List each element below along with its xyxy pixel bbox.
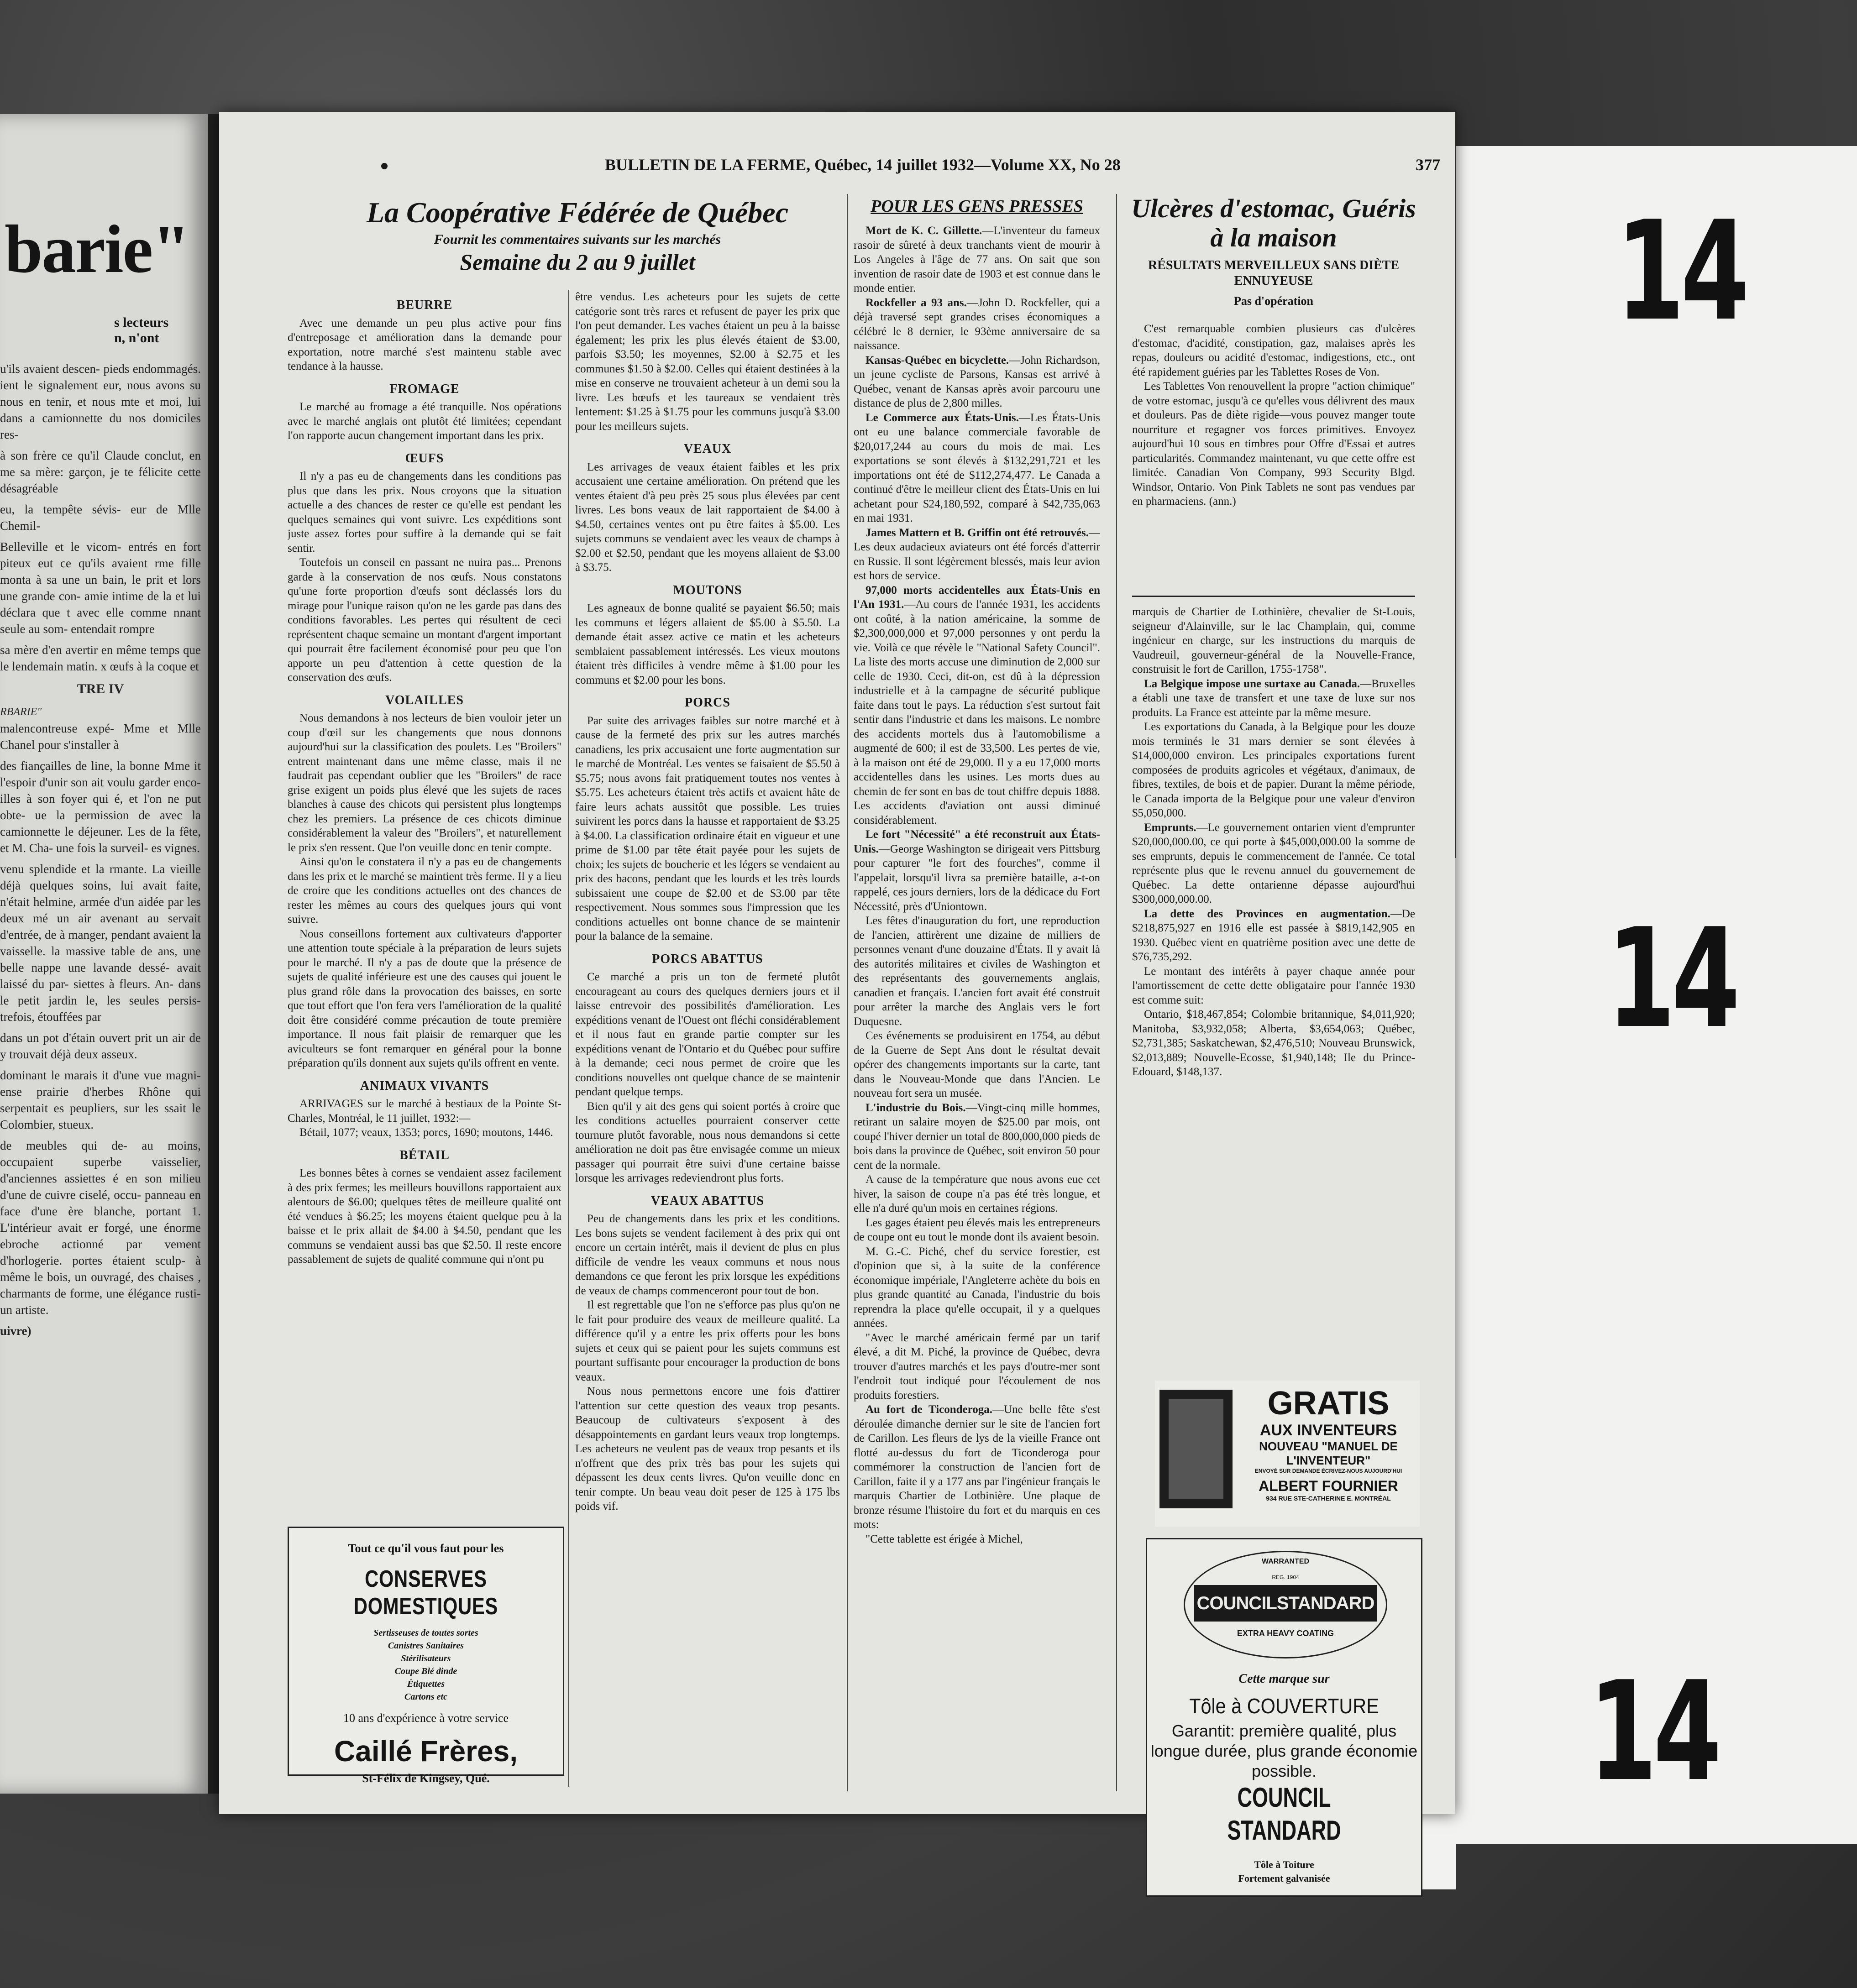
- left-paragraph: sa mère d'en avertir en même temps que le lendemain matin. x œufs à la coque et: [0, 643, 201, 673]
- news-text: —George Washington se dirigeait vers Pittsburg pour capturer "le fort des fourches", comme il l'appelait, lorsqu'il livra sa première bataille, a-t-on rappelé, ces jours derniers, lors de la dédicace du Fort Nécessité, près d'Uniontown.: [854, 842, 1100, 913]
- ad-item: Coupe Blé dinde: [394, 1666, 457, 1676]
- badge-coating: EXTRA HEAVY COATING: [1237, 1629, 1334, 1638]
- left-page-text: [0, 361, 201, 1344]
- section-heading: VEAUX ABATTUS: [650, 1193, 765, 1208]
- paragraph: Les fêtes d'inauguration du fort, une reproduction de l'ancien, attirèrent une dizaine de milliers de personnes venant d'une douzaine d'États. Il y avait là des autorités militaires et civiles de Washington et des représentants des gouvernements anglais, canadien et français. L'ancien fort avait été construit pour arrêter la marche des Anglais vers le fort Duquesne.: [854, 915, 1100, 1028]
- paragraph: Les bonnes bêtes à cornes se vendaient assez facilement à des prix fermes; les meilleurs bouvillons rapportaient aux alentours de $6.00; quelques têtes de meilleure qualité ont été vendues à $6.25; les moyens étaient quelque peu à la baisse et le prix allait de $4.00 à $4.50, pendant que les communs se vendaient aussi bas que $2.50. Il reste encore passablement de sujets de qualité commune qui n'ont pu: [288, 1167, 561, 1266]
- council-name-1: COUNCIL: [1237, 1782, 1331, 1813]
- paragraph: "Avec le marché américain fermé par un tarif élevé, a dit M. Piché, la province de Québec, devra trouver d'autres marchés et les pays d'outre-mer sont l'endroit tout indiqué pour l'écoulement de nos produits forestiers.: [854, 1331, 1100, 1402]
- paragraph: Il est regrettable que l'on ne s'efforce pas plus qu'on ne le fait pour produire des veaux de meilleure qualité. La différence qu'il y a entre les prix offerts pour les bons sujets et ceux qui se paient pour les sujets communs est pourtant suffisante pour encourager la production de bons veaux.: [575, 1299, 840, 1383]
- news-text: —De $218,875,927 en 1916 elle est passée à $819,142,905 en 1930. Québec vient en quatrième position avec une dette de $76,735,292.: [1132, 907, 1415, 963]
- section-heading: PORCS ABATTUS: [652, 952, 763, 966]
- left-paragraph: u'ils avaient descen- pieds endommagés. ient le signalement eur, nous avons su nous en tenir, et nous mte et moi, lui dans a camionnette du nos domiciles res-: [0, 362, 201, 441]
- news-lead: James Mattern et B. Griffin ont été retrouvés.: [866, 526, 1089, 539]
- news-item: [1132, 907, 1415, 964]
- left-paragraph: Belleville et le vicom- entrés en fort piteux eut ce qu'ils avaient rme fille monta à sa une un bain, le prit et lors une grande con- amie intime de la et lui déclara que t avec elle comme nnant seule au som- entendait rompre: [0, 540, 201, 636]
- ulcer-ad-body: [1132, 322, 1415, 586]
- page-header: [272, 155, 1440, 178]
- ad-item: Sertisseuses de toutes sortes: [373, 1628, 478, 1638]
- badge-band: COUNCILSTANDARD: [1194, 1585, 1377, 1622]
- paragraph: Le montant des intérêts à payer chaque année pour l'amortissement de cette dette obligataire pour l'année 1930 est comme suit:: [1132, 965, 1415, 1006]
- paragraph: Nous conseillons fortement aux cultivateurs d'apporter une attention toute spéciale à la préparation de leurs sujets pour le marché. Il n'y a pas de doute que la présence de sujets de qualité inférieure est une des causes qui jouent le plus grand rôle dans la provocation des baisses, en sorte que tout effort que l'on fera vers l'amélioration de la qualité doit être considéré comme précaution de toute première importance. Il nous fait plaisir de remarquer que les aviculteurs se font remarquer en général pour la bonne préparation qu'ils donnent aux sujets qu'ils offrent en vente.: [288, 927, 561, 1069]
- news-lead: L'industrie du Bois.: [866, 1101, 966, 1114]
- news-lead: La dette des Provinces en augmentation.: [1144, 907, 1390, 920]
- section-heading: ŒUFS: [405, 451, 444, 466]
- news-item: [854, 583, 1100, 828]
- ad-items: [289, 1627, 563, 1703]
- column-rule: [1132, 596, 1415, 597]
- left-paragraph: eu, la tempête sévis- eur de Mlle Chemil-: [0, 502, 201, 533]
- paragraph: Le marché au fromage a été tranquille. Nos opérations avec le marché anglais ont plutôt été limitées; cependant l'on rapporte aucun changement important dans les prix.: [288, 401, 561, 442]
- news-lead: Mort de K. C. Gillette.: [866, 225, 982, 237]
- section-heading: FROMAGE: [389, 382, 460, 396]
- news-lead: Rockfeller a 93 ans.: [866, 296, 967, 309]
- ulcer-ad-title: Ulcères d'estomac, Guéris à la maison: [1131, 194, 1416, 252]
- ad-item: Canistres Sanitaires: [388, 1641, 464, 1651]
- left-chapter-subheading: RBARIE": [0, 706, 42, 718]
- paragraph: A cause de la température que nous avons eue cet hiver, la saison de coupe n'a pas été très longue, et elle n'a duré qu'un mois en certaines régions.: [854, 1173, 1100, 1214]
- council-tole: Tôle à Toiture: [1254, 1859, 1314, 1870]
- ad-conserves-domestiques: [288, 1527, 564, 1785]
- news-lead: 97,000 morts accidentelles aux États-Unis en l'An 1931.: [854, 584, 1100, 611]
- ad-line: Tout ce qu'il vous faut pour les: [348, 1542, 504, 1555]
- council-standard-badge: [1184, 1551, 1387, 1658]
- gratis-line: NOUVEAU "MANUEL DE L'INVENTEUR": [1259, 1439, 1398, 1467]
- column-divider: [568, 290, 569, 1787]
- news-lead: Kansas-Québec en bicyclette.: [866, 354, 1009, 366]
- section-heading: ANIMAUX VIVANTS: [360, 1078, 489, 1093]
- strip-number: 14: [1607, 899, 1736, 1058]
- council-line: Cette marque sur: [1238, 1672, 1330, 1686]
- paragraph: ARRIVAGES sur le marché à bestiaux de la Pointe St-Charles, Montréal, le 11 juillet, 1932:—: [288, 1098, 561, 1125]
- news-text: —John Richardson, un jeune cycliste de Parsons, Kansas est arrivé à Québec, venant de Kansas après avoir parcouru une distance de plus de 2,800 milles.: [854, 354, 1100, 409]
- badge-reg: REG. 1904: [1272, 1574, 1299, 1580]
- news-column-4: [1132, 605, 1415, 1371]
- gratis-name: ALBERT FOURNIER: [1259, 1478, 1398, 1494]
- ulcer-ad-subtitle: RÉSULTATS MERVEILLEUX SANS DIÈTE ENNUYEUSE: [1148, 258, 1400, 288]
- news-item: [1132, 821, 1415, 907]
- news-text: —Le gouvernement ontarien vient d'emprunter $20,000,000.00, ce qui porte à $45,000,000.00 la somme de ses emprunts, depuis le commencement de l'année. Ce total représente plus que le revenu annuel du gouvernement de Québec. La dette ontarienne dépasse aujourd'hui $300,000,000.00.: [1132, 821, 1415, 905]
- news-text: —Vingt-cinq mille hommes, retirant un salaire moyen de $25.00 par mois, ont coupé l'hiver dernier un total de 800,000,000 pieds de bois dans la province de Québec, soit environ 50 pour cent de la normale.: [854, 1101, 1100, 1172]
- section-heading: VEAUX: [683, 442, 732, 456]
- coop-column-2: [575, 290, 840, 1791]
- left-page-title: barie": [5, 211, 189, 287]
- paragraph: Les gages étaient peu élevés mais les entrepreneurs de coupe ont eu tout le monde dont ils avaient besoin.: [854, 1216, 1100, 1243]
- news-item: [854, 411, 1100, 526]
- strip-number: 14: [1589, 1652, 1718, 1811]
- news-item: [854, 1101, 1100, 1173]
- news-item: [854, 296, 1100, 353]
- paragraph: marquis de Chartier de Lothinière, chevalier de St-Louis, seigneur d'Alainville, sur le lac Champlain, qui, comme ingénieur en charge, sur les instructions du marquis de Vaudreuil, gouverneur-général de la Nouvelle-France, construisit le fort de Carillon, 1755-1758".: [1132, 606, 1415, 675]
- ulcer-ad-subtitle2: Pas d'opération: [1233, 294, 1314, 308]
- paragraph: Bétail, 1077; veaux, 1353; porcs, 1690; moutons, 1446.: [299, 1126, 553, 1139]
- gens-presses-column: [854, 224, 1100, 1784]
- ad-council-standard: [1146, 1538, 1422, 1897]
- badge-warranted: WARRANTED: [1262, 1558, 1309, 1565]
- news-lead: Au fort de Ticonderoga.: [866, 1403, 993, 1416]
- left-chapter-heading: TRE IV: [77, 681, 124, 696]
- section-heading: PORCS: [685, 696, 730, 710]
- left-page-fragment: [0, 114, 208, 1794]
- ad-item: Stérilisateurs: [401, 1653, 451, 1664]
- news-item: [854, 224, 1100, 296]
- ad-brand: Caillé Frères,: [334, 1735, 518, 1768]
- council-name-2: STANDARD: [1227, 1815, 1341, 1846]
- coop-subtitle: Fournit les commentaires suivants sur les marchés: [434, 232, 721, 247]
- page-number: 377: [1416, 156, 1440, 174]
- paragraph: Ce marché a pris un ton de fermeté plutôt encourageant au cours des quelques derniers jours et il laisse entrevoir des possibilités d'amélioration. Les expéditions venant de l'Ouest ont fléchi considérablement et il nous faut en grande partie compter sur les expéditions venant de l'Ontario et du Québec pour suffire à la demande; ceci nous permet de croire que les conditions nouvelles ont quelque chance de se maintenir pendant quelque temps.: [575, 971, 840, 1098]
- news-item: [1132, 677, 1415, 720]
- news-item: [854, 526, 1100, 583]
- ad-line: 10 ans d'expérience à votre service: [343, 1711, 509, 1725]
- paragraph: Les agneaux de bonne qualité se payaient $6.50; mais les communs et légers allaient de $5.00 à $5.50. La demande était assez active ce matin et les acheteurs semblaient passablement intéressés. Les vieux moutons étaient très difficiles à vendre même à $1.00 pour les communs et $2.00 pour les bons.: [575, 602, 840, 686]
- left-paragraph: dans un pot d'étain ouvert prit un air de y trouvait déjà deux asseux.: [0, 1031, 201, 1061]
- council-line: Tôle à COUVERTURE: [1189, 1694, 1379, 1718]
- paragraph: Ontario, $18,467,854; Colombie britannique, $4,011,920; Manitoba, $3,932,058; Alberta, $3,654,063; Québec, $2,731,385; Saskatchewan, $2,476,510; Nouveau Brunswick, $2,013,889; Nouvelle-Ecosse, $1,940,148; Ile du Prince-Edouard, $148,137.: [1132, 1008, 1415, 1078]
- news-text: —Les deux audacieux aviateurs ont été forcés d'atterrir en Russie. Il sont légèrement blessés, mais leur avion est hors de service.: [854, 526, 1100, 582]
- coop-column-1: [288, 290, 561, 1508]
- left-paragraph: de meubles qui de- au moins, occupaient superbe vaisselier, d'anciennes assiettes é en son milieu d'une de cuivre ciselé, occu- panneau en face d'une ère blanche, portant 1. L'intérieur avait er forgé, une énorme ebroche actionné par vement d'horlogerie. portes étaient sculp- à même le bois, un ouvragé, des chaises , charmants de forme, une élégance rusti- un artiste.: [0, 1139, 201, 1317]
- gratis-text: [1237, 1385, 1420, 1502]
- news-text: —Au cours de l'année 1931, les accidents ont coûté, à la nation américaine, la somme de $2,300,000,000 et 97,000 personnes y ont perdu la vie. Voilà ce que révèle le "National Safety Council". La liste des morts accuse une diminution de 2,000 sur celle de 1930. Ceci, dit-on, est dû à la dépression industrielle et à la campagne de sécurité publique faite dans tout le pays. La réduction s'est surtout fait sentir dans l'industrie et dans les maisons. Le nombre des accidents mortels dus à l'automobilisme a augmenté de 600; il est de 33,500. Les pertes de vie, à la maison ont été de 29,000. Il y a eu 17,000 morts accidentelles dans les usines. Les morts dues au chemin de fer sont en bas de tout chiffre depuis 1888. Les accidents d'aviation ont aussi diminué considérablement.: [854, 598, 1100, 827]
- column-divider: [847, 194, 848, 1791]
- council-name: [1181, 1781, 1387, 1847]
- left-paragraph: des fiançailles de line, la bonne Mme it l'espoir d'unir son ait voulu garder enco- illes à son foyer qui é, et l'on ne put obte- ue la permission de avec la camionnette le déjeuner. Les de la fête, et M. Cha- une fois la surveil- es vignes.: [0, 759, 201, 855]
- news-lead: Emprunts.: [1144, 821, 1196, 834]
- news-lead: Le fort "Nécessité" a été reconstruit aux États-Unis.: [854, 828, 1100, 855]
- gens-presses-title: POUR LES GENS PRESSES: [871, 197, 1083, 216]
- paragraph: être vendus. Les acheteurs pour les sujets de cette catégorie sont très rares et refusent de payer les prix que l'on peut demander. Les vaches étaient un peu à la baisse également; les prix les plus élevés étaient de $3.00, parfois $3.50; les moyennes, $2.00 à $2.75 et les communes $1.50 à $2.00. Celles qui étaient destinées à la mise en conserve ne trouvaient acheteur à un demi sou la livre. Les bœufs et les taureaux se vendaient très lentement: $1.25 à $1.75 pour les communs jusqu'à $3.00 pour les meilleurs sujets.: [575, 291, 840, 433]
- paragraph: Les arrivages de veaux étaient faibles et les prix accusaient une certaine amélioration. On prétend que les ventes étaient d'à peu près 25 sous plus élevées par cent livres. Les bons veaux de lait rapportaient de $4.00 à $4.50, certaines ventes ont pu être faites à $5.00. Les sujets communs se vendaient avec les veaux de champs à $2.00 et $2.50, pendant que les moyens allaient de $3.00 à $3.75.: [575, 460, 840, 574]
- paragraph: "Cette tablette est érigée à Michel,: [866, 1533, 1023, 1545]
- paragraph: Les exportations du Canada, à la Belgique pour les douze mois terminés le 31 mars dernier se sont élevées à $14,000,000 environ. Les principales exportations furent composées de produits agricoles et végétaux, d'animaux, de fibres, textiles, de bois et de papier. Durant la même période, le Canada importa de la Belgique pour une valeur d'environ $5,050,000.: [1132, 721, 1415, 819]
- paragraph: Nous demandons à nos lecteurs de bien vouloir jeter un coup d'œil sur les changements que nous donnons aujourd'hui sur la classification des poulets. Les "Broilers" entrent maintenant dans une même classe, mais il ne faudrait pas cependant oublier que les "Broilers" de race grise exigent un poids plus élevé que les sujets de races blanches à cause des chicots qui persistent plus longtemps chez les premiers. La présence de ces chicots diminue considérablement la valeur des "Broilers", et naturellement le prix s'en ressent. Que l'on veuille donc en tenir compte.: [288, 712, 561, 854]
- section-heading: MOUTONS: [673, 583, 742, 597]
- news-text: —Bruxelles a établi une taxe de transfert et une taxe de luxe sur nos produits. La France est atteinte par la même mesure.: [1132, 677, 1415, 719]
- header-headline: BULLETIN DE LA FERME, Québec, 14 juillet 1932—Volume XX, No 28: [605, 156, 1121, 174]
- council-galv: Fortement galvanisée: [1238, 1873, 1330, 1884]
- section-heading: BÉTAIL: [399, 1148, 450, 1162]
- left-paragraph: malencontreuse expé- Mme et Mlle Chanel pour s'installer à: [0, 722, 201, 752]
- ad-gratis-inventeurs: [1155, 1381, 1420, 1527]
- news-item: [854, 353, 1100, 411]
- council-line: Garantit: première qualité, plus longue durée, plus grande économie possible.: [1150, 1721, 1418, 1780]
- newspaper-page: [219, 112, 1455, 1884]
- coop-week: Semaine du 2 au 9 juillet: [460, 249, 695, 275]
- gratis-line: AUX INVENTEURS: [1259, 1422, 1397, 1439]
- paragraph: Toutefois un conseil en passant ne nuira pas... Prenons garde à la conservation de nos œufs. Nous constatons qu'une forte proportion d'œufs sont déclassés lors du mirage pour l'unique raison qu'on ne les garde pas dans des conditions favorables. Les pertes qui résultent de ceci représentent chaque semaine un montant d'argent important qui pourrait être facilement économisé pour peu que l'on apporte un peu d'attention à cette question de la conservation des œufs.: [288, 556, 561, 684]
- ad-place: St-Félix de Kingsey, Qué.: [362, 1772, 490, 1785]
- inventor-logo-icon: [1159, 1390, 1233, 1508]
- news-text: —John D. Rockfeller, qui a déjà traversé sept grandes crises économiques a célébré le 8 dernier, le 93ème anniversaire de sa naissance.: [854, 296, 1100, 352]
- news-lead: La Belgique impose une surtaxe au Canada.: [1144, 677, 1360, 690]
- gratis-headline: GRATIS: [1267, 1385, 1390, 1422]
- ad-item: Étiquettes: [407, 1679, 445, 1689]
- left-page-subtitle: s lecteurs n, n'ont: [114, 315, 169, 345]
- column-divider: [1116, 194, 1117, 1791]
- ad-item: Cartons etc: [404, 1692, 447, 1702]
- paragraph: Ainsi qu'on le constatera il n'y a pas eu de changements dans les prix et le marché se maintient très ferme. Il y a lieu de croire que les conditions actuelles ont des chances de rester les mêmes au cours des quelques jours qui vont suivre.: [288, 856, 561, 926]
- paragraph: Les Tablettes Von renouvellent la propre "action chimique" de votre estomac, jusqu'à ce qu'elles vous délivrent des maux et douleurs. Pas de diète rigide—vous pouvez manger toute nourriture et regagner vos forces primitives. Envoyez aujourd'hui 10 sous en timbres pour Offre d'Essai et autres particularités. Commandez maintenant, vu que cette offre est limitée. Canadian Von Company, 993 Security Blgd. Windsor, Ontario. Von Pink Tablets ne sont pas vendues par en pharmaciens. (ann.): [1132, 380, 1415, 507]
- strip-number: 14: [1616, 192, 1746, 351]
- left-paragraph: dominant le marais it d'une vue magni- ense prairie d'herbes Rhône qui serpentait es peupliers, sur les ssait le Colombier, stueux.: [0, 1068, 201, 1131]
- section-heading: VOLAILLES: [385, 693, 464, 707]
- news-text: —L'inventeur du fameux rasoir de sûreté à deux tranchants vient de mourir à Los Angeles à l'âge de 77 ans. On sait que son invention de rasoir date de 1903 et est connue dans le monde entier.: [854, 225, 1100, 294]
- left-continued: uivre): [0, 1324, 31, 1338]
- paragraph: Peu de changements dans les prix et les conditions. Les bons sujets se vendent facilement à des prix qui ont encore un certain intérêt, mais il devient de plus en plus difficile de vendre les veaux communs et nous nous demandons ce que feront les prix lorsque les expéditions de veaux de champs commenceront pour tout de bon.: [575, 1213, 840, 1297]
- left-paragraph: venu splendide et la rmante. La vieille déjà quelques soins, lui avait faite, n'était helmine, armée d'un aidée par les deux mé un air avenant au servait d'entrée, de à manger, pendant avaient la vaisselle. la massive table de ans, une belle nappe une lavande dessé- avait laissé du par- siettes à fleurs. An- dans le petit jardin le, les seules persis- trefois, étouffées par: [0, 862, 201, 1024]
- news-item: [854, 1402, 1100, 1532]
- news-lead: Le Commerce aux États-Unis.: [866, 411, 1019, 424]
- news-item: [854, 827, 1100, 914]
- paragraph: Ces événements se produisirent en 1754, au début de la Guerre de Sept Ans dont le résultat devait opérer des changements importants sur la carte, tant dans le Nouveau-Monde que dans l'Ancien. Le nouveau fort sera un musée.: [854, 1030, 1100, 1099]
- coop-title: La Coopérative Fédérée de Québec: [366, 196, 789, 229]
- paragraph: C'est remarquable combien plusieurs cas d'ulcères d'estomac, d'acidité, constipation, gaz, malaises après les repas, douleurs ou acidité d'estomac, indigestions, etc., ont été rapidement guéries par les Tablettes Roses de Von.: [1132, 323, 1415, 378]
- left-paragraph: à son frère ce qu'il Claude conclut, en me sa mère: garçon, je te félicite cette désagréable: [0, 449, 201, 495]
- paragraph: Nous nous permettons encore une fois d'attirer l'attention sur cette question des veaux trop pesants. Beaucoup de cultivateurs s'exposent à des désappointements en gardant leurs veaux trop longtemps. Les acheteurs ne veulent pas de veaux trop pesants et ils n'offrent que des prix très bas pour les sujets qui dépassent les deux cents livres. Qu'on veuille donc en tenir compte. Un beau veau doit peser de 125 à 175 lbs poids vif.: [575, 1385, 840, 1512]
- paragraph: Bien qu'il y ait des gens qui soient portés à croire que les conditions actuelles pourraient conserver cette tournure plutôt favorable, nous nous demandons si cette amélioration ne doit pas être envisagée comme un mieux passager qui pourrait être suivi d'une certaine baisse lorsque les arrivages redeviendront plus forts.: [575, 1100, 840, 1184]
- ad-headline: CONSERVES DOMESTIQUES: [353, 1566, 498, 1620]
- gratis-line: ENVOYÉ SUR DEMANDE ÉCRIVEZ-NOUS AUJOURD'HUI: [1254, 1468, 1402, 1474]
- news-text: —Les États-Unis ont eu une balance commerciale favorable de $20,017,244 au cours du mois de mai. Les exportations se sont élevés à $132,291,721 et les importations ont été de $112,274,477. Le Canada a continué d'être le meilleur client des États-Unis en lui achetant pour $24,180,592, comparé à $42,735,063 en mai 1931.: [854, 411, 1100, 524]
- paragraph: Avec une demande un peu plus active pour fins d'entreposage et amélioration dans la demande pour exportation, notre marché s'est maintenu stable avec tendance à la hausse.: [288, 317, 561, 372]
- section-heading: BEURRE: [396, 298, 453, 312]
- paragraph: Il n'y a pas eu de changements dans les conditions pas plus que dans les prix. Nous croyons que la situation actuelle a des chances de rester ce qu'elle est pendant les quelques semaines qui vont suivre. Les expéditions sont juste assez fortes pour suffire à la demande qui se fait sentir.: [288, 470, 561, 555]
- news-text: —Une belle fête s'est déroulée dimanche dernier sur le site de l'ancien fort de Carillon. Les fleurs de lys de la vieille France ont flotté au-dessus du fort de Ticonderoga pour commémorer la construction de l'ancien fort de Carillon, faite il y a 177 ans par l'ingénieur français le marquis Chartier de Lotbinière. Une plaque de bronze résume l'histoire du fort et du marquis en ces mots:: [854, 1403, 1100, 1531]
- gratis-address: 934 RUE STE-CATHERINE E. MONTRÉAL: [1266, 1495, 1391, 1502]
- paragraph: Par suite des arrivages faibles sur notre marché et à cause de la fermeté des prix sur les autres marchés canadiens, les prix accusaient une forte augmentation sur le marché de Montréal. Les ventes se faisaient de $5.50 à $5.75; nous avons fait pratiquement toutes nos ventes à $5.75. Les acheteurs étaient très actifs et avaient hâte de faire leurs achats aussitôt que possible. Les truies suivirent les porcs dans la hausse et rapportaient de $3.25 à $4.00. La classification ordinaire était en vigueur et une prime de $1.00 par tête était payée pour les sujets de choix; les sujets de boucherie et les légers se vendaient au prix des bacons, pendant que les lourds et les très lourds subissaient une coupe de $2.00 et de $3.00 par tête respectivement. Nous sommes sous l'impression que les conditions actuelles ont bonne chance de se maintenir pour la balance de la semaine.: [575, 714, 840, 942]
- paragraph: M. G.-C. Piché, chef du service forestier, est d'opinion que si, à la suite de la conférence économique impériale, l'Angleterre achète du bois en plus grande quantité au Canada, l'industrie du bois reprendra la place qu'elle occupait, il y a quelques années.: [854, 1245, 1100, 1329]
